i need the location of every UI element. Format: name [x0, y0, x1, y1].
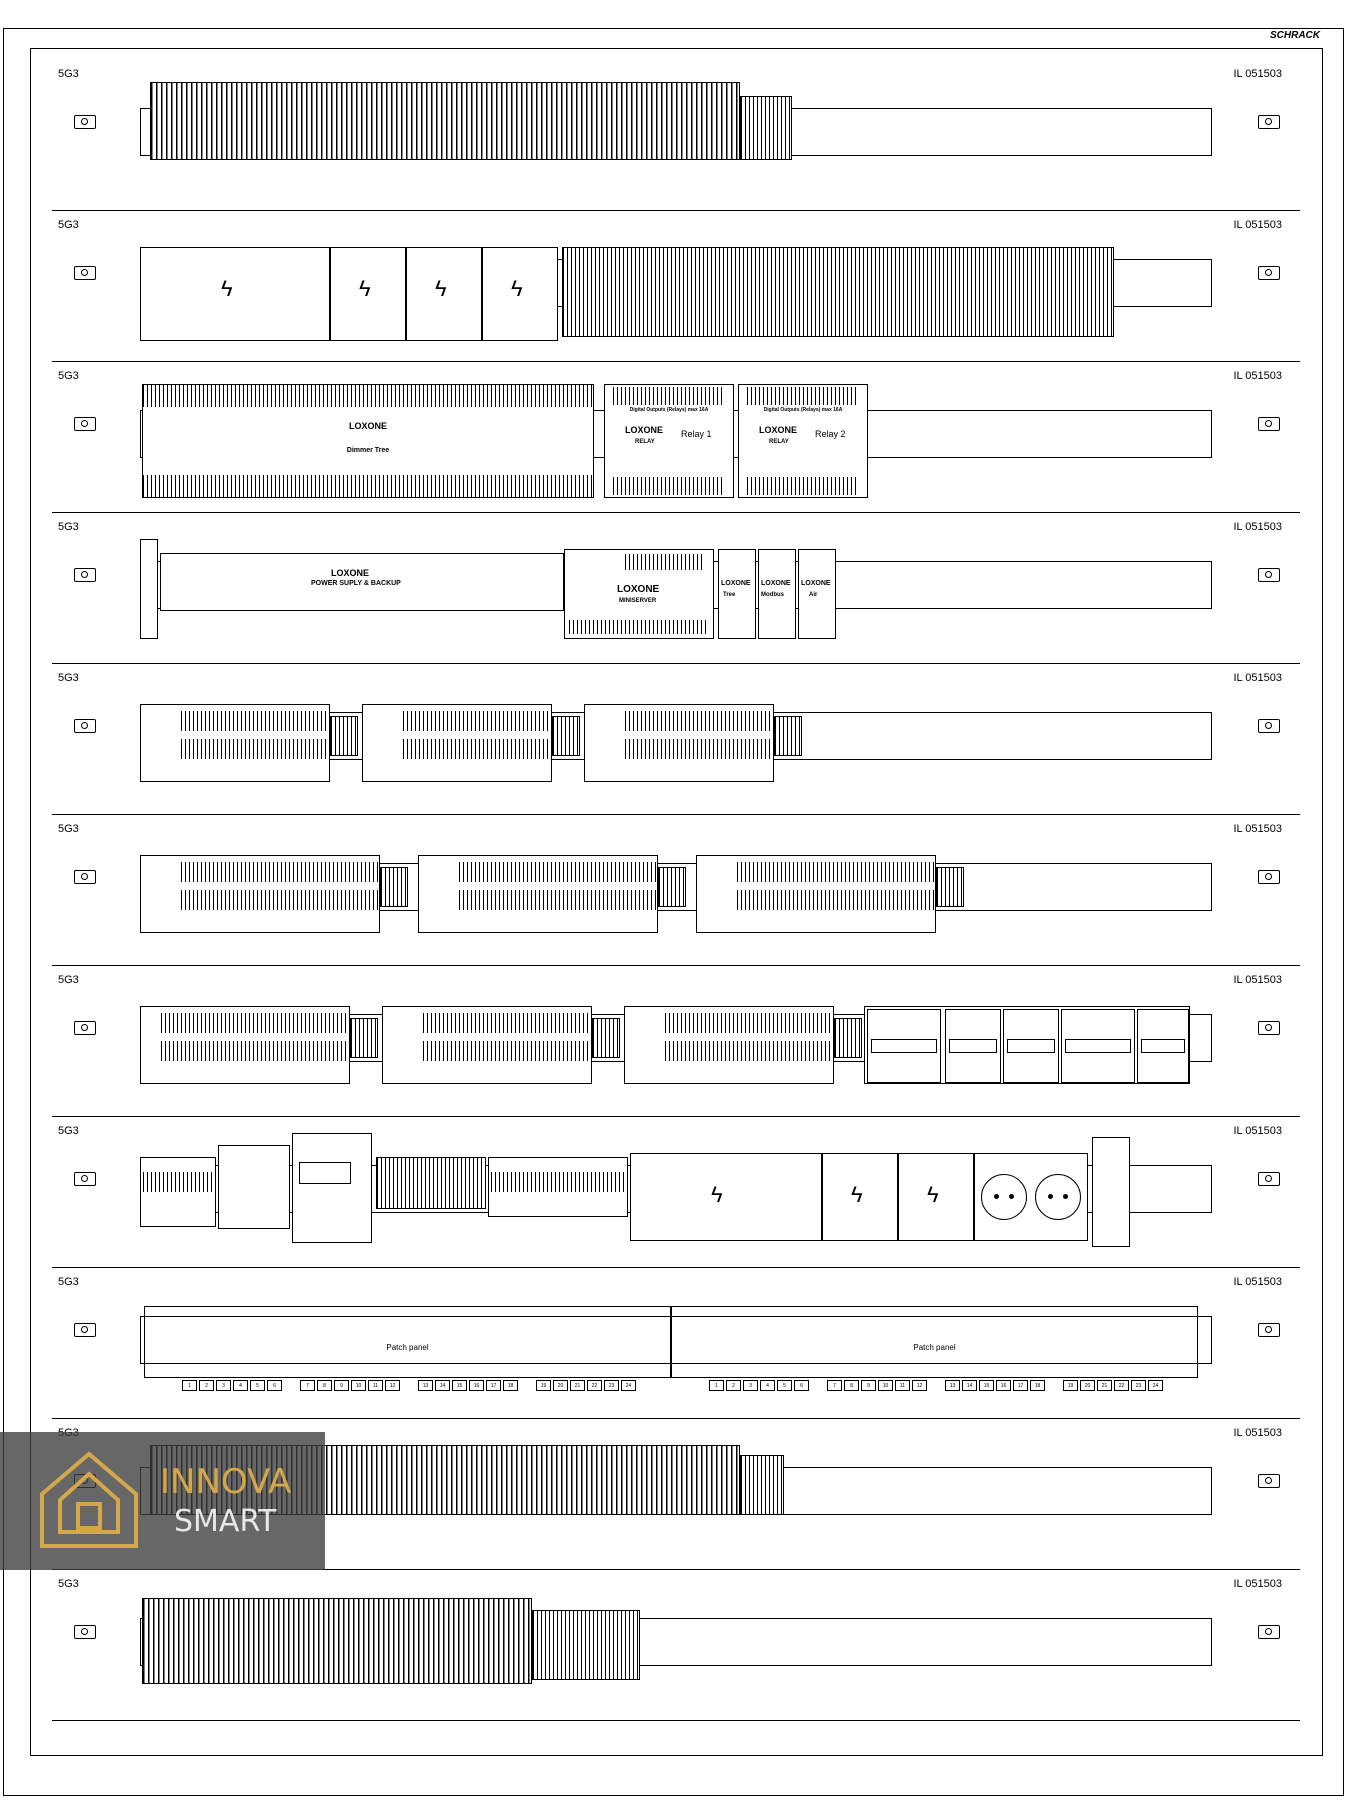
relay2-brand: LOXONE [759, 425, 798, 435]
breaker-group-3 [584, 704, 774, 782]
socket-module [974, 1153, 1088, 1241]
modbus-label: Modbus [761, 592, 784, 598]
patch-port: 19 [536, 1380, 551, 1391]
lock-icon [1258, 115, 1280, 129]
patch-port: 21 [570, 1380, 585, 1391]
patch-port: 9 [861, 1380, 876, 1391]
patch-port: 22 [587, 1380, 602, 1391]
patch-port: 2 [199, 1380, 214, 1391]
patch-port: 1 [709, 1380, 724, 1391]
patch-port: 23 [1131, 1380, 1146, 1391]
patch-port: 20 [1080, 1380, 1095, 1391]
blank-cover [482, 247, 558, 341]
patch-port: 6 [794, 1380, 809, 1391]
patch-port: 7 [300, 1380, 315, 1391]
terminal-block [834, 1018, 862, 1058]
patch-port: 14 [962, 1380, 977, 1391]
tree-brand: LOXONE [721, 580, 751, 587]
row-ref: IL 051503 [1233, 219, 1282, 231]
dimmer-sub: Dimmer Tree [346, 447, 390, 454]
patch-port: 4 [760, 1380, 775, 1391]
patch-port: 11 [368, 1380, 383, 1391]
patch-port: 24 [621, 1380, 636, 1391]
rail-row-11 [52, 1570, 1300, 1721]
breaker [1137, 1009, 1189, 1083]
lightning-icon: ϟ [711, 1182, 723, 1207]
rail-row-2 [52, 211, 1300, 362]
rcd [1061, 1009, 1135, 1083]
lock-icon [74, 417, 96, 431]
breaker-group-2 [362, 704, 552, 782]
blank-cover [822, 1153, 898, 1241]
terminal-block [774, 716, 802, 756]
air-extension [798, 549, 836, 639]
breaker-group-3 [696, 855, 936, 933]
blank-cover [898, 1153, 974, 1241]
lock-icon [1258, 1172, 1280, 1186]
patch-port: 14 [435, 1380, 450, 1391]
miniserver-label: MINISERVER [619, 598, 657, 604]
miniserver-module [564, 549, 714, 639]
row-code: 5G3 [58, 672, 79, 684]
lock-icon [74, 1021, 96, 1035]
terminal-block-group [740, 96, 792, 160]
lightning-icon: ϟ [359, 276, 371, 301]
lock-icon [74, 568, 96, 582]
terminal-block [658, 867, 686, 907]
lock-icon [74, 266, 96, 280]
patch-port: 23 [604, 1380, 619, 1391]
patch-panel-label: Patch panel [386, 1343, 429, 1352]
patch-port: 1 [182, 1380, 197, 1391]
row-code: 5G3 [58, 1276, 79, 1288]
terminal-block-group [142, 1598, 532, 1684]
dimmer-module-group [142, 384, 594, 498]
blank-cover [140, 247, 330, 341]
rcd-group [864, 1006, 1190, 1084]
lock-icon [1258, 1323, 1280, 1337]
logo-line2: SMART [174, 1504, 277, 1539]
row-ref: IL 051503 [1233, 68, 1282, 80]
patch-port: 5 [250, 1380, 265, 1391]
blank-cover [630, 1153, 822, 1241]
row-code: 5G3 [58, 370, 79, 382]
patch-port: 11 [895, 1380, 910, 1391]
patch-port: 3 [743, 1380, 758, 1391]
patch-port: 9 [334, 1380, 349, 1391]
relay1-sub: RELAY [635, 439, 655, 445]
lock-icon [1258, 1625, 1280, 1639]
patch-port: 18 [503, 1380, 518, 1391]
patch-port: 13 [418, 1380, 433, 1391]
patch-port: 18 [1030, 1380, 1045, 1391]
breaker-group-2 [382, 1006, 592, 1084]
lock-icon [1258, 719, 1280, 733]
lock-icon [74, 1172, 96, 1186]
patch-port: 16 [469, 1380, 484, 1391]
patch-panel-1 [144, 1306, 671, 1378]
tree-extension [718, 549, 756, 639]
patch-port: 8 [317, 1380, 332, 1391]
patch-port: 2 [726, 1380, 741, 1391]
patch-port: 7 [827, 1380, 842, 1391]
patch-port: 15 [979, 1380, 994, 1391]
lock-icon [74, 115, 96, 129]
breaker-group-1 [140, 704, 330, 782]
lightning-icon: ϟ [435, 276, 447, 301]
patch-port: 20 [553, 1380, 568, 1391]
row-ref: IL 051503 [1233, 521, 1282, 533]
patch-port: 8 [844, 1380, 859, 1391]
lock-icon [1258, 568, 1280, 582]
relay-header: Digital Outputs (Relays) max 16A [763, 407, 843, 413]
row-ref: IL 051503 [1233, 672, 1282, 684]
patch-port: 10 [878, 1380, 893, 1391]
lock-icon [74, 870, 96, 884]
miniserver-brand: LOXONE [617, 584, 660, 595]
breaker-group [376, 1157, 486, 1209]
relay2-label: Relay 2 [815, 429, 846, 439]
row-ref: IL 051503 [1233, 1427, 1282, 1439]
row-code: 5G3 [58, 68, 79, 80]
patch-port: 21 [1097, 1380, 1112, 1391]
terminal-block [592, 1018, 620, 1058]
patch-port: 6 [267, 1380, 282, 1391]
row-code: 5G3 [58, 823, 79, 835]
patch-port: 10 [351, 1380, 366, 1391]
row-code: 5G3 [58, 1578, 79, 1590]
energy-meter [292, 1133, 372, 1243]
dimmer-title: LOXONE [348, 421, 387, 431]
lightning-icon: ϟ [927, 1182, 939, 1207]
socket-icon [1035, 1174, 1081, 1220]
row-ref: IL 051503 [1233, 1276, 1282, 1288]
rail-row-5 [52, 664, 1300, 815]
patch-port: 12 [912, 1380, 927, 1391]
logo-line1: INNOVA [160, 1462, 292, 1502]
air-label: Air [809, 592, 818, 598]
relay-module-group [562, 247, 1114, 337]
terminal-block [936, 867, 964, 907]
breaker [1003, 1009, 1059, 1083]
lock-icon [74, 719, 96, 733]
power-supply-module [160, 553, 564, 611]
air-brand: LOXONE [801, 580, 831, 587]
relay1-brand: LOXONE [625, 425, 664, 435]
row-ref: IL 051503 [1233, 823, 1282, 835]
rail-row-8 [52, 1117, 1300, 1268]
row-ref: IL 051503 [1233, 370, 1282, 382]
patch-port: 24 [1148, 1380, 1163, 1391]
breaker-group [140, 1157, 216, 1227]
terminal-block-group [532, 1610, 640, 1680]
tree-label: Tree [723, 592, 736, 598]
rail-row-1 [52, 60, 1300, 211]
rail-row-6 [52, 815, 1300, 966]
psu-brand: LOXONE [331, 568, 370, 578]
lock-icon [74, 1625, 96, 1639]
row-ref: IL 051503 [1233, 974, 1282, 986]
patch-port: 12 [385, 1380, 400, 1391]
terminal-block [552, 716, 580, 756]
din-power-supply [1092, 1137, 1130, 1247]
blank-cover [330, 247, 406, 341]
rcd [867, 1009, 941, 1083]
innova-smart-logo [0, 1432, 325, 1570]
lock-icon [1258, 266, 1280, 280]
breaker-group-2 [418, 855, 658, 933]
lightning-icon: ϟ [851, 1182, 863, 1207]
lock-icon [1258, 417, 1280, 431]
terminal-block [380, 867, 408, 907]
relay-module-2 [738, 384, 868, 498]
row-code: 5G3 [58, 974, 79, 986]
lock-icon [74, 1323, 96, 1337]
socket-icon [981, 1174, 1027, 1220]
lock-icon [1258, 1474, 1280, 1488]
row-code: 5G3 [58, 521, 79, 533]
brand-label: SCHRACK [1270, 30, 1320, 41]
breaker-group-1 [140, 855, 380, 933]
rail-row-4 [52, 513, 1300, 664]
terminal-block [350, 1018, 378, 1058]
relay2-sub: RELAY [769, 439, 789, 445]
modbus-extension [758, 549, 796, 639]
main-switch [218, 1145, 290, 1229]
relay1-label: Relay 1 [681, 429, 712, 439]
breaker-group [488, 1157, 628, 1217]
rail-row-3 [52, 362, 1300, 513]
row-code: 5G3 [58, 1125, 79, 1137]
psu-label: POWER SUPLY & BACKUP [311, 580, 401, 587]
terminal-block-group [150, 82, 740, 160]
row-ref: IL 051503 [1233, 1125, 1282, 1137]
fuse-holder [140, 539, 158, 639]
lock-icon [1258, 870, 1280, 884]
breaker [945, 1009, 1001, 1083]
patch-port: 13 [945, 1380, 960, 1391]
patch-port: 17 [1013, 1380, 1028, 1391]
house-logo-icon [34, 1446, 144, 1556]
rail-row-7 [52, 966, 1300, 1117]
relay-header: Digital Outputs (Relays) max 16A [629, 407, 709, 413]
lightning-icon: ϟ [511, 276, 523, 301]
relay-module-1 [604, 384, 734, 498]
lock-icon [1258, 1021, 1280, 1035]
row-ref: IL 051503 [1233, 1578, 1282, 1590]
lightning-icon: ϟ [221, 276, 233, 301]
patch-port: 16 [996, 1380, 1011, 1391]
patch-port: 19 [1063, 1380, 1078, 1391]
terminal-block-group [740, 1455, 784, 1515]
patch-port: 3 [216, 1380, 231, 1391]
patch-port: 15 [452, 1380, 467, 1391]
patch-panel-label: Patch panel [913, 1343, 956, 1352]
patch-port: 17 [486, 1380, 501, 1391]
modbus-brand: LOXONE [761, 580, 791, 587]
terminal-block [330, 716, 358, 756]
breaker-group-3 [624, 1006, 834, 1084]
breaker-group-1 [140, 1006, 350, 1084]
row-code: 5G3 [58, 219, 79, 231]
patch-port: 22 [1114, 1380, 1129, 1391]
patch-panel-2 [671, 1306, 1198, 1378]
rail-row-9 [52, 1268, 1300, 1419]
blank-cover [406, 247, 482, 341]
patch-port: 5 [777, 1380, 792, 1391]
patch-port: 4 [233, 1380, 248, 1391]
